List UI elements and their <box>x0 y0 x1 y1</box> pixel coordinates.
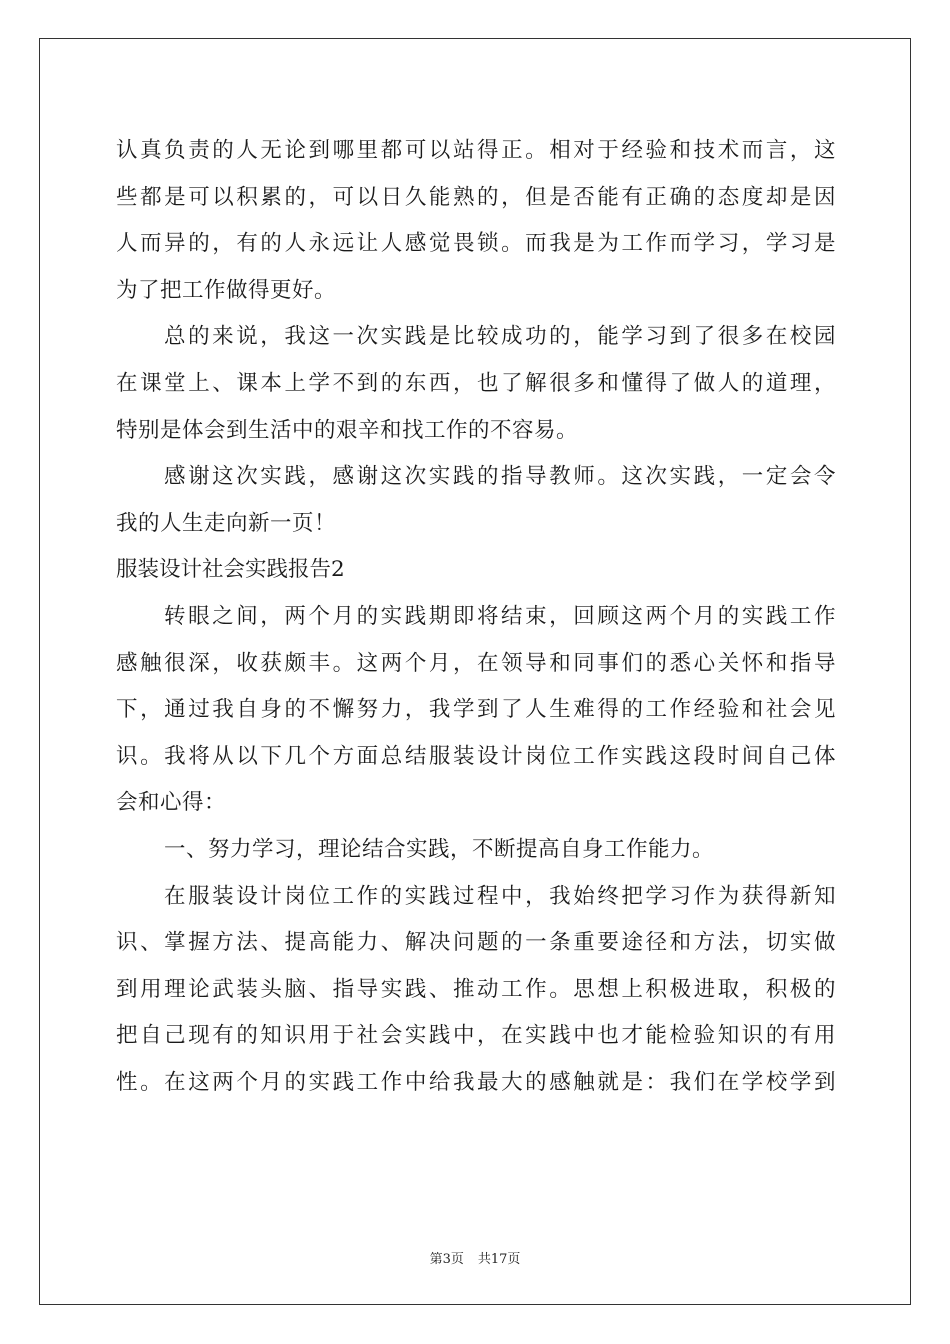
paragraph <box>116 128 836 314</box>
paragraph <box>116 454 836 547</box>
text-line: 特别是体会到生活中的艰辛和找工作的不容易。 <box>116 417 579 443</box>
text-line: 识。我将从以下几个方面总结服装设计岗位工作实践这段时间自己体 <box>116 743 836 769</box>
text-line: 一、努力学习，理论结合实践，不断提高自身工作能力。 <box>164 836 715 862</box>
text-line: 下，通过我自身的不懈努力，我学到了人生难得的工作经验和社会见 <box>116 697 836 723</box>
text-line: 认真负责的人无论到哪里都可以站得正。相对于经验和技术而言，这 <box>116 138 836 163</box>
document-body <box>116 128 836 1106</box>
section-heading: 服装设计社会实践报告2 <box>116 557 345 583</box>
text-line: 识、掌握方法、提高能力、解决问题的一条重要途径和方法，切实做 <box>116 930 836 956</box>
text-line: 会和心得： <box>116 790 227 816</box>
text-line: 感谢这次实践，感谢这次实践的指导教师。这次实践，一定会令 <box>164 464 836 490</box>
paragraph <box>116 314 836 454</box>
text-line: 性。在这两个月的实践工作中给我最大的感触就是：我们在学校学到 <box>116 1069 836 1095</box>
text-line: 到用理论武装头脑、指导实践、推动工作。思想上积极进取，积极的 <box>116 976 836 1002</box>
text-line: 在课堂上、课本上学不到的东西，也了解很多和懂得了做人的道理， <box>116 370 836 396</box>
page-total: 共17页 <box>477 1252 521 1267</box>
paragraph <box>116 827 836 874</box>
text-line: 为了把工作做得更好。 <box>116 277 337 303</box>
text-line: 些都是可以积累的，可以日久能熟的，但是否能有正确的态度却是因 <box>116 184 836 210</box>
paragraph <box>116 594 836 827</box>
page-number: 第3页 <box>429 1252 464 1267</box>
text-line: 感触很深，收获颇丰。这两个月，在领导和同事们的悉心关怀和指导 <box>116 650 836 676</box>
text-line: 在服装设计岗位工作的实践过程中，我始终把学习作为获得新知 <box>164 883 836 909</box>
text-line: 总的来说，我这一次实践是比较成功的，能学习到了很多在校园 <box>164 324 836 350</box>
text-line: 把自己现有的知识用于社会实践中，在实践中也才能检验知识的有用 <box>116 1023 836 1049</box>
page-footer <box>0 1248 950 1267</box>
text-line: 我的人生走向新一页！ <box>116 510 337 536</box>
paragraph <box>116 874 836 1107</box>
text-line: 人而异的，有的人永远让人感觉畏锁。而我是为工作而学习，学习是 <box>116 231 836 257</box>
text-line: 转眼之间，两个月的实践期即将结束，回顾这两个月的实践工作 <box>164 603 836 629</box>
